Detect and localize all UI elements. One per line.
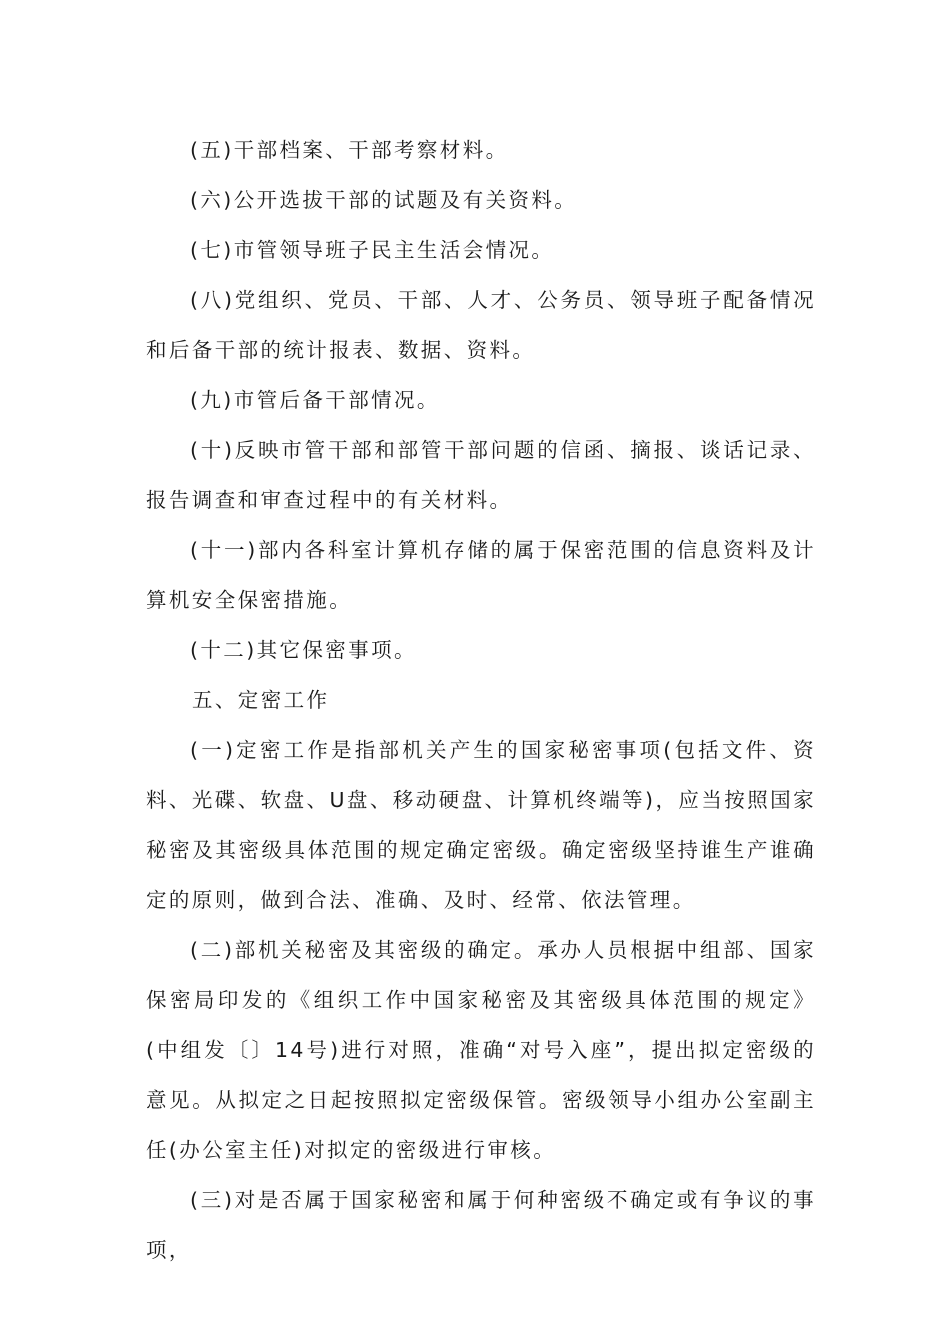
paragraph-item-9: (九)市管后备干部情况。: [190, 388, 440, 412]
section-heading: 五、定密工作: [192, 688, 330, 712]
paragraph-item-5: (五)干部档案、干部考察材料。: [190, 138, 509, 162]
paragraph-item-11: (十一)部内各科室计算机存储的属于保密范围的信息资料及计算机安全保密措施。: [146, 538, 816, 612]
paragraph-item-6: (六)公开选拔干部的试题及有关资料。: [190, 188, 578, 212]
paragraph-item-10: (十)反映市管干部和部管干部问题的信函、摘报、谈话记录、报告调查和审查过程中的有关材料。: [146, 438, 816, 512]
paragraph-item-12: (十二)其它保密事项。: [190, 638, 417, 662]
paragraph-item-8: (八)党组织、党员、干部、人才、公务员、领导班子配备情况和后备干部的统计报表、数据、资料。: [146, 288, 816, 362]
paragraph-item-7: (七)市管领导班子民主生活会情况。: [190, 238, 555, 262]
paragraph-dingmi-3: (三)对是否属于国家秘密和属于何种密级不确定或有争议的事项，: [146, 1188, 816, 1262]
document-body: [146, 125, 816, 1275]
paragraph-dingmi-2: (二)部机关秘密及其密级的确定。承办人员根据中组部、国家保密局印发的《组织工作中国家秘密及其密级具体范围的规定》(中组发〔〕14号)进行对照，准确“对号入座”，提出拟定密级的意见。从拟定之日起按照拟定密级保管。密级领导小组办公室副主任(办公室主任)对拟定的密级进行审核。: [146, 938, 816, 1162]
paragraph-dingmi-1: (一)定密工作是指部机关产生的国家秘密事项(包括文件、资料、光碟、软盘、U盘、移动硬盘、计算机终端等)，应当按照国家秘密及其密级具体范围的规定确定密级。确定密级坚持谁生产谁确定的原则，做到合法、准确、及时、经常、依法管理。: [146, 738, 816, 912]
